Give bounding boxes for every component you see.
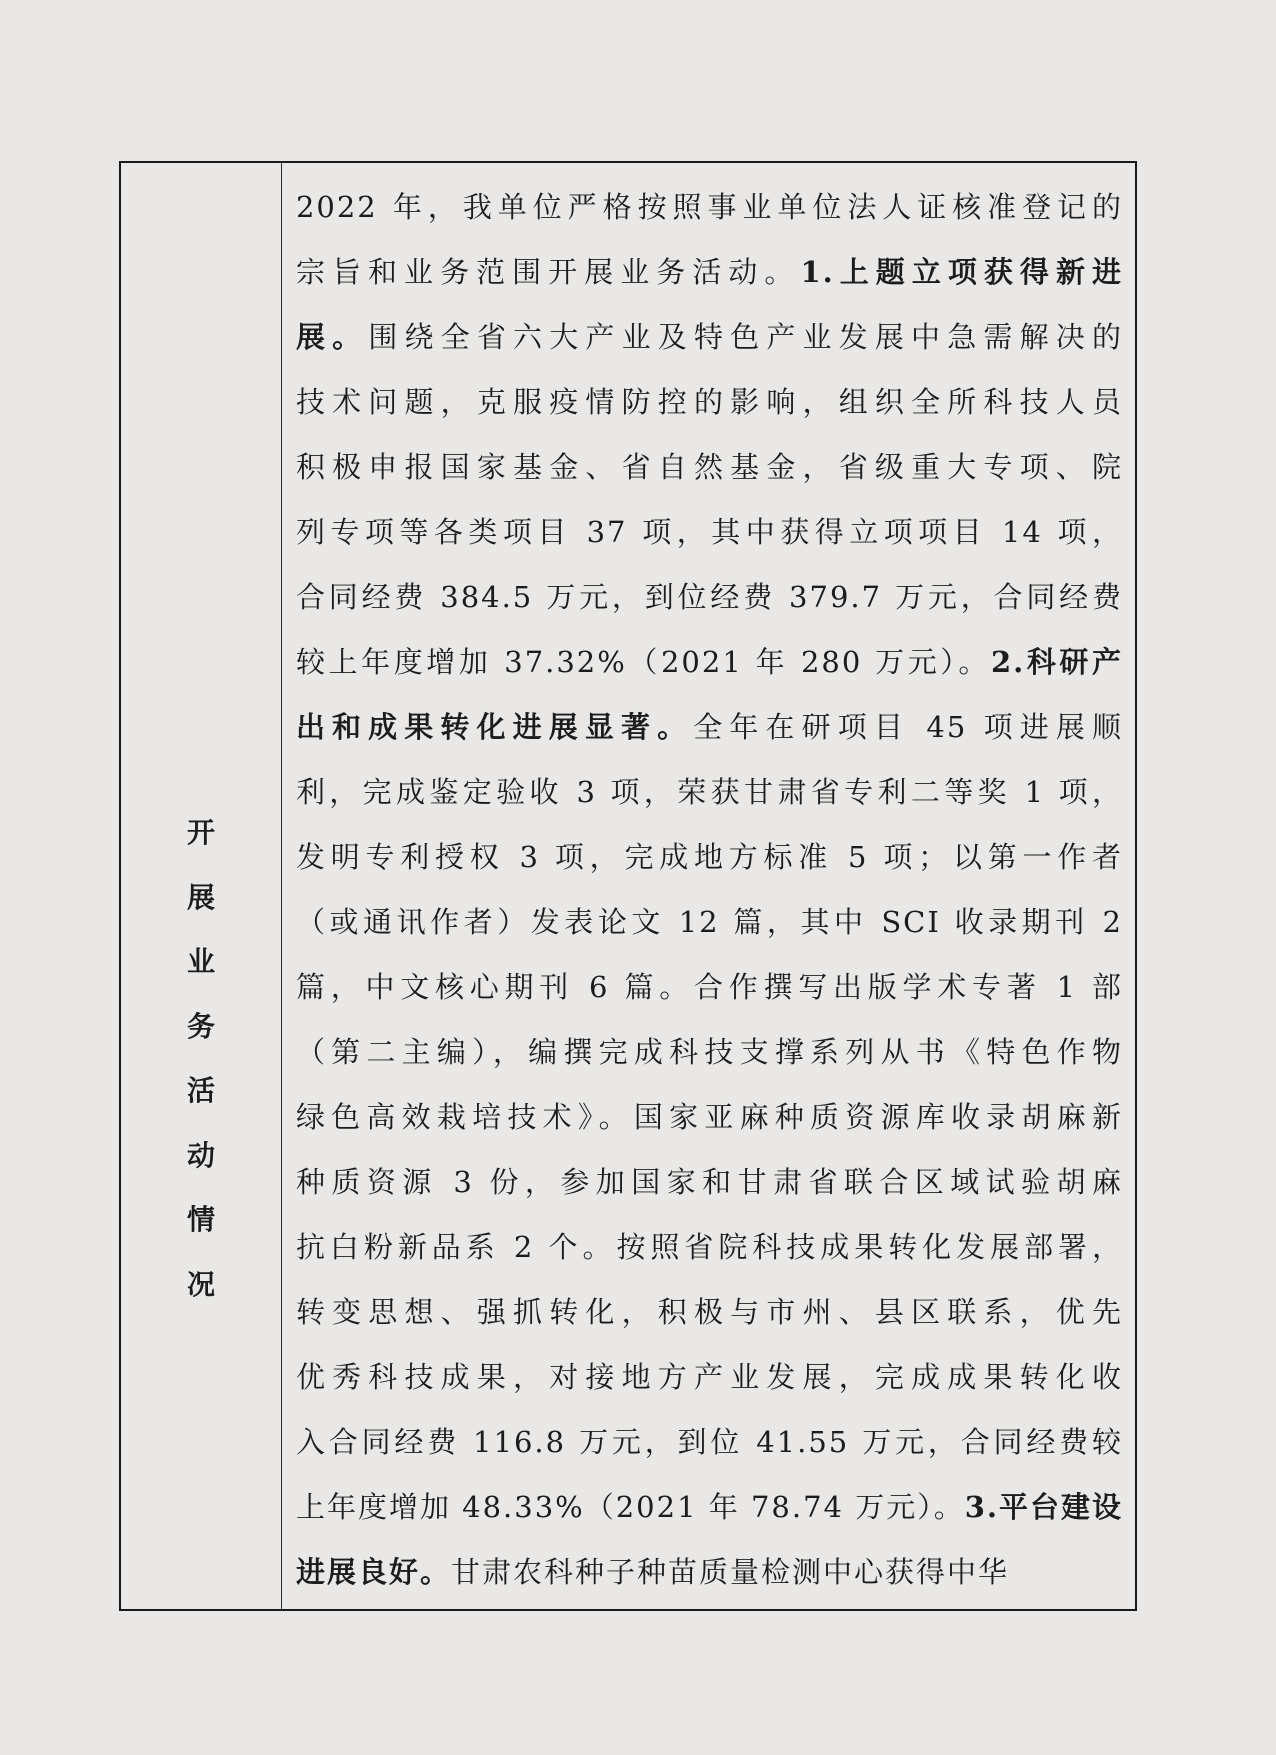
body-text: 发明专利授权 3 项，完成地方标准 5 项；以第一作者 (295, 840, 1123, 874)
body-text: 2022 年，我单位严格按照事业单位法人证核准登记的 (295, 190, 1123, 224)
activity-table (119, 161, 1137, 1611)
body-text: 转变思想、强抓转化，积极与市州、县区联系，优先 (295, 1295, 1123, 1329)
content-line (296, 1020, 1123, 1085)
body-text: （第二主编），编撰完成科技支撑系列从书《特色作物 (295, 1035, 1123, 1069)
content-line (296, 695, 1123, 760)
content-line (296, 955, 1123, 1020)
section-label-char: 务 (186, 1009, 215, 1043)
content-line (296, 1215, 1123, 1280)
section-label-char: 动 (186, 1138, 215, 1172)
content-line (296, 760, 1123, 825)
content-line (296, 175, 1123, 240)
bold-heading-text: 进展良好。 (295, 1555, 451, 1589)
section-label (121, 801, 281, 1317)
bold-heading-text: 2.科研产 (990, 645, 1123, 679)
body-text: 积极申报国家基金、省自然基金，省级重大专项、院 (295, 450, 1123, 484)
body-text: 合同经费 384.5 万元，到位经费 379.7 万元，合同经费 (295, 580, 1123, 614)
section-label-char: 展 (186, 880, 215, 914)
body-text: 篇，中文核心期刊 6 篇。合作撰写出版学术专著 1 部 (295, 970, 1123, 1004)
section-label-char: 开 (186, 816, 215, 849)
content-line (296, 1410, 1123, 1475)
body-text: 技术问题，克服疫情防控的影响，组织全所科技人员 (295, 385, 1123, 419)
content-line (296, 500, 1123, 565)
content-line (296, 630, 1123, 695)
body-text: 围绕全省六大产业及特色产业发展中急需解决的 (368, 320, 1123, 354)
body-text: 利，完成鉴定验收 3 项，荣获甘肃省专利二等奖 1 项， (295, 775, 1123, 809)
content-line (296, 890, 1123, 955)
section-content-cell (282, 163, 1135, 1609)
section-label-char: 活 (186, 1074, 215, 1107)
bold-heading-text: 1.上题立项获得新进 (800, 255, 1123, 289)
section-label-char: 业 (186, 945, 215, 978)
body-text: 绿色高效栽培技术》。国家亚麻种质资源库收录胡麻新 (295, 1100, 1123, 1134)
body-text: 较上年度增加 37.32%（2021 年 280 万元）。 (295, 645, 991, 679)
content-line (296, 1085, 1123, 1150)
section-label-char: 况 (186, 1267, 215, 1301)
content-line (296, 1345, 1123, 1410)
content-line (296, 1540, 1123, 1605)
body-text: 抗白粉新品系 2 个。按照省院科技成果转化发展部署， (295, 1230, 1123, 1264)
body-text: 优秀科技成果，对接地方产业发展，完成成果转化收 (295, 1360, 1123, 1394)
bold-heading-text: 展。 (295, 320, 369, 354)
bold-heading-text: 出和成果转化进展显著。 (295, 710, 694, 744)
content-line (296, 1475, 1123, 1540)
body-text: （或通讯作者）发表论文 12 篇，其中 SCI 收录期刊 2 (295, 905, 1123, 939)
content-line (296, 435, 1123, 500)
content-line (296, 1150, 1123, 1215)
content-line (296, 825, 1123, 890)
body-text: 列专项等各类项目 37 项，其中获得立项项目 14 项， (295, 515, 1123, 549)
section-label-char: 情 (186, 1203, 215, 1236)
content-line (296, 1280, 1123, 1345)
body-text: 全年在研项目 45 项进展顺 (693, 710, 1123, 744)
content-line (296, 305, 1123, 370)
body-text: 种质资源 3 份，参加国家和甘肃省联合区域试验胡麻 (295, 1165, 1123, 1199)
body-text: 上年度增加 48.33%（2021 年 78.74 万元）。 (295, 1490, 965, 1524)
section-label-cell (121, 163, 282, 1609)
content-line (296, 565, 1123, 630)
body-text: 甘肃农科种子种苗质量检测中心获得中华 (450, 1555, 1009, 1589)
body-text: 宗旨和业务范围开展业务活动。 (295, 255, 801, 289)
body-text: 入合同经费 116.8 万元，到位 41.55 万元，合同经费较 (295, 1425, 1123, 1459)
content-line (296, 240, 1123, 305)
content-line (296, 370, 1123, 435)
bold-heading-text: 3.平台建设 (964, 1490, 1123, 1524)
